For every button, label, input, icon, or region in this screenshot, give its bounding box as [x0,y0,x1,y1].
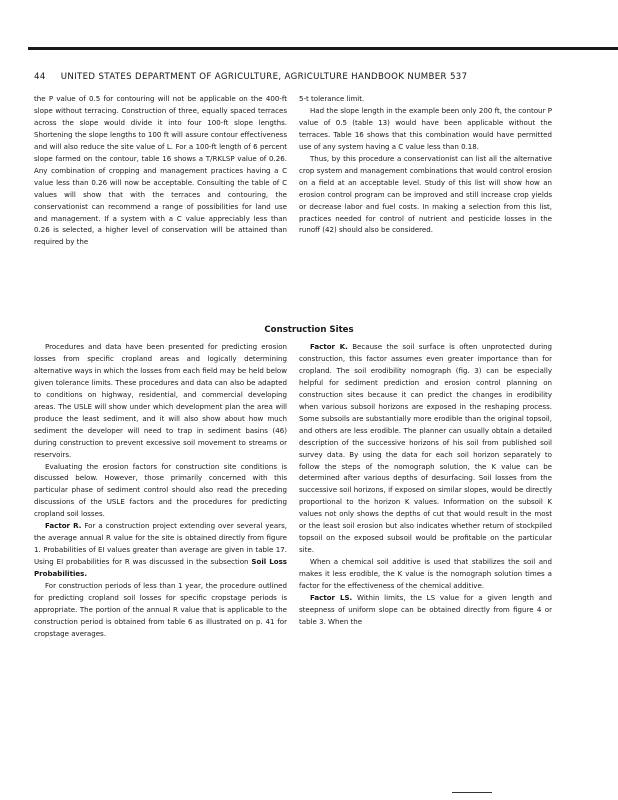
paragraph-text: For a construction project extending over several years, the average annual R value for the site is obtained directly from figure 1. Probabilities of EI values greater than average are given in table 17. Using EI probabilities for R was discussed in the subsection [34,521,287,567]
subsection-reference: Soil Loss Probabilities. [34,557,287,579]
paragraph: For construction periods of less than 1 year, the procedure outlined for predicting cropland soil losses for specific cropstage periods is appropriate. The portion of the annual R value that is applicable to the construction period is obtained from table 6 as illustrated on p. 41 for cropstage averages. [34,581,287,638]
paragraph: When a chemical soil additive is used that stabilizes the soil and makes it less erodible, the K value is the nomograph solution times a factor for the effectiveness of the chemical additive. [299,557,552,591]
column-bottom-left [34,341,287,640]
paragraph [299,592,552,628]
paragraph: Procedures and data have been presented for predicting erosion losses from specific cropland areas and logically determining alternative ways in which the losses from each field may be held below given tolerance limits. These procedures and data can also be adapted to conditions on highway, residential, and commercial developing areas. The USLE will show under which development plan the area will produce the least sediment, and it will also show about how much sediment the developer will need to trap in sediment basins (46) during construction to prevent excessive soil movement to streams or reservoirs. [34,342,287,459]
run-in-heading: Factor K. [310,342,348,351]
paragraph: Thus, by this procedure a conservationist can list all the alternative crop system and management combinations that would control erosion on a field at an acceptable level. Study of this list will show how an erosion control program can be improved and still increase crop yields or decrease labor and fuel costs. In making a selection from this list, practices needed for control of nutrient and pesticide losses in the runoff (42) should also be considered. [299,153,552,235]
column-bottom-right [299,341,552,628]
paragraph: the P value of 0.5 for contouring will not be applicable on the 400-ft slope without terracing. Construction of three, equally spaced terraces across the slope would divide it into four 100-ft slope lengths. Shortening the slope lengths to 100 ft will assure contour effectiveness and will also reduce the site value of L. For a 100-ft length of 6 percent slope farmed on the contour, table 16 shows a T/RKLSP value of 0.26. Any combination of cropping and management practices having a C value less than 0.26 will now be acceptable. Consulting the table of C values will show that with the terraces and contouring, the conservationist can recommend a range of possibilities for land use and management. If a system with a C value appreciably less than 0.26 is selected, a higher level of conservation will be attained than required by the [34,94,287,247]
column-top-right [299,93,552,236]
paragraph-text: Within limits, the LS value for a given length and steepness of uniform slope can be obtained directly from figure 4 or table 3. When the [299,593,552,626]
column-top-left [34,93,287,248]
paragraph [299,341,552,556]
run-in-heading: Factor LS. [310,593,353,603]
page-number: 44 [34,72,46,82]
section-heading: Construction Sites [264,325,354,335]
paragraph: Evaluating the erosion factors for construction site conditions is discussed below. However, those primarily concerned with this particular phase of sediment control should also read the preceding discussions of the USLE factors and the procedures for predicting cropland soil losses. [34,461,287,519]
paragraph-text: Because the soil surface is often unprotected during construction, this factor assumes even greater importance than for cropland. The soil erodibility nomograph (fig. 3) can be especially helpful for sediment prediction and erosion control planning on construction sites because it can predict the changes in erodibility when various subsoil horizons are exposed in the reshaping process. Some subsoils are substantially more erodible than the original topsoil, and others are less erodible. The planner can usually obtain a detailed description of the successive horizons of his soil from published soil survey data. By using the data for each soil horizon separately to follow the steps of the nomograph solution, the K value can be determined after various depths of desurfacing. Soil losses from the successive soil horizons, if exposed on similar slopes, would be directly proportional to the horizon K values. Information on the subsoil K values not only shows the depths of cut that would result in the most or the least soil erosion but also indicates whether return of stockpiled topsoil on the exposed subsoil would be profitable on the particular site. [299,342,553,555]
bottom-rule [452,792,492,793]
run-in-heading: Factor R. [45,521,82,531]
header-title: UNITED STATES DEPARTMENT OF AGRICULTURE, AGRICULTURE HANDBOOK NUMBER 537 [60,72,468,82]
running-header [34,72,594,82]
paragraph: Had the slope length in the example been only 200 ft, the contour P value of 0.5 (table 13) would have been applicable without the terraces. Table 16 shows that this combination would have permitted use of any system having a C value less than 0.18. [299,105,552,151]
top-rule [28,47,618,50]
paragraph: 5-t tolerance limit. [299,94,365,103]
paragraph [34,520,287,580]
